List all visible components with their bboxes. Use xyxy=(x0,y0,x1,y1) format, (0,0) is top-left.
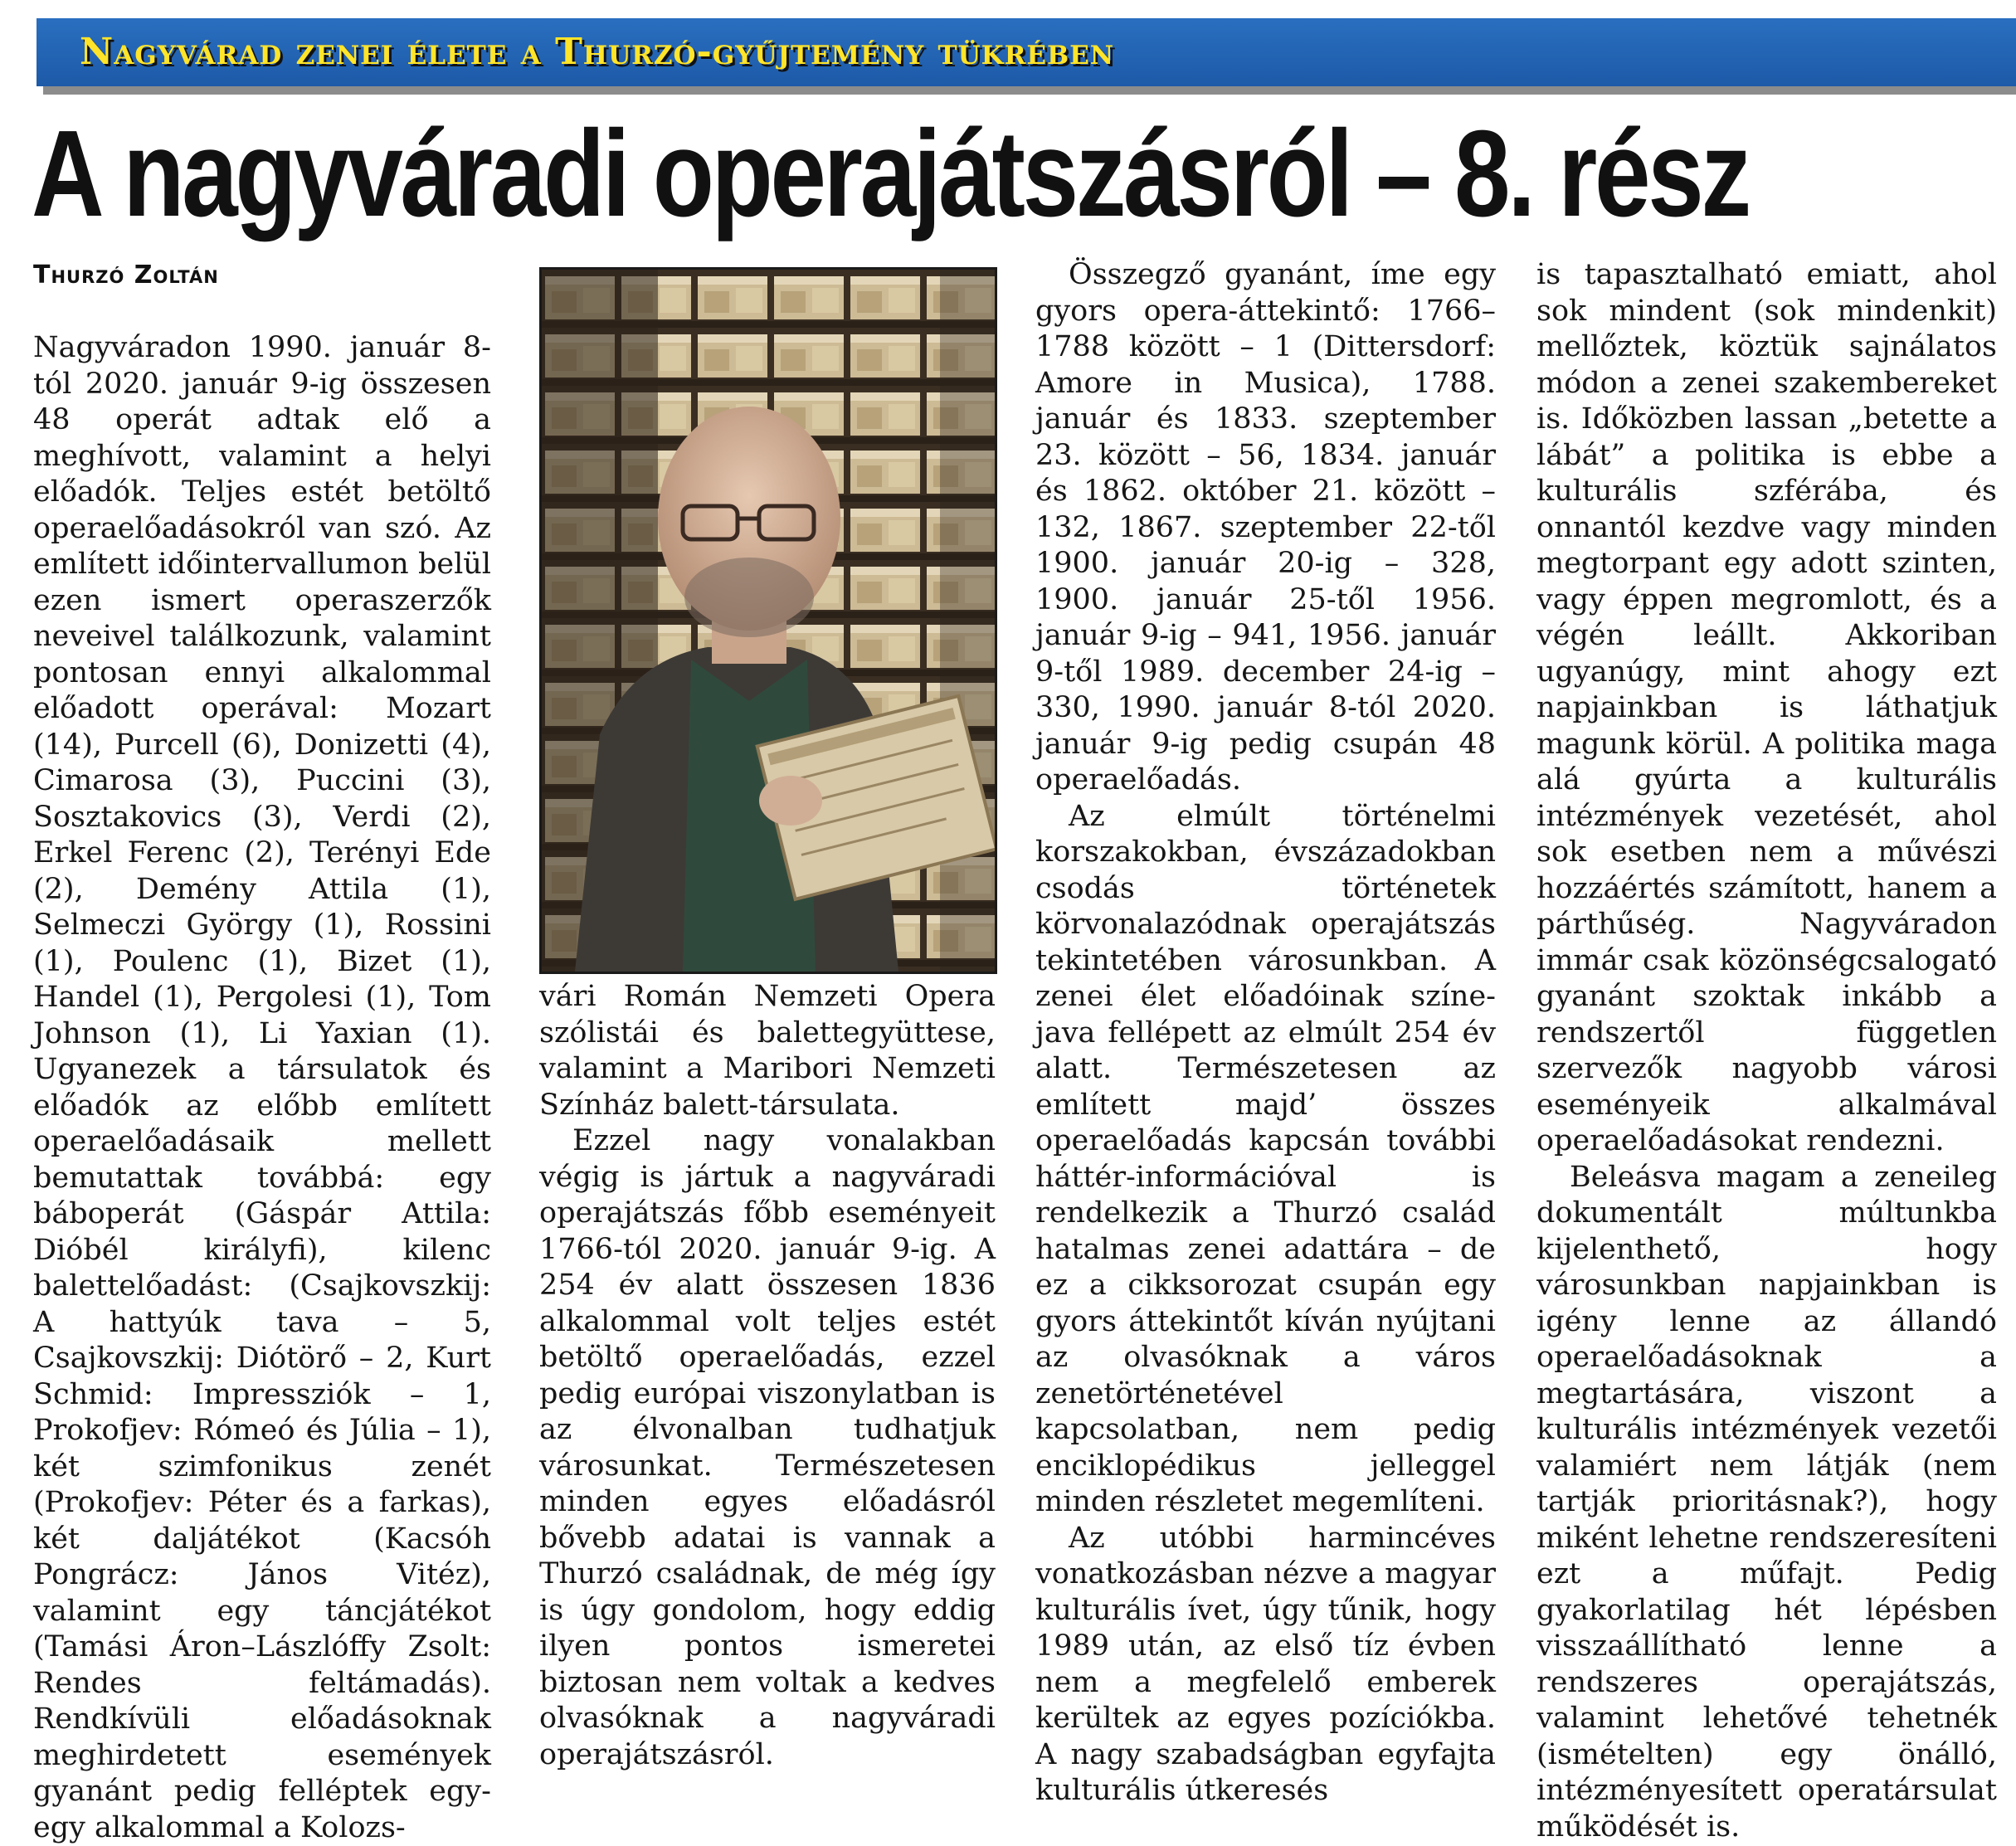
text-column-2 xyxy=(539,979,996,1773)
paragraph: Nagyváradon 1990. január 8-tól 2020. január 9-ig összesen 48 operát adtak elő a meghívott, valamint a helyi előadók. Teljes estét betöltő operaelőadásokról van szó. Az említett időintervallumon belül ezen ismert operaszerzők neveivel találkozunk, valamint pontosan ennyi alkalommal előadott operával: Mozart (14), Purcell (6), Donizetti (4), Cimarosa (3), Puccini (3), Sosztakovics (3), Verdi (2), Erkel Ferenc (2), Terényi Ede (2), Demény Attila (1), Selmeczi György (1), Rossini (1), Poulenc (1), Bizet (1), Handel (1), Pergolesi (1), Tom Johnson (1), Li Yaxian (1). Ugyanezek a társulatok és előadók az előbb említett operaelőadásaik mellett bemutattak továbbá: egy báboperát (Gáspár Attila: Dióbél királyfi), kilenc balettelőadást: (Csajkovszkij: A hattyúk tava – 5, Csajkovszkij: Diótörő – 2, Kurt Schmid: Impressziók – 1, Prokofjev: Rómeó és Júlia – 1), két szimfonikus zenét (Prokofjev: Péter és a farkas), két daljátékot (Kacsóh Pongrácz: János Vitéz), valamint egy táncjátékot (Tamási Áron–Lászlóffy Zsolt: Rendes feltámadás). Rendkívüli előadásoknak meghirdetett események gyanánt pedig felléptek egy-egy alkalommal a Kolozs- xyxy=(33,331,491,1844)
paragraph: Beleásva magam a zeneileg dokumentált múltunkba kijelenthető, hogy városunkban napjainkban is igény lenne az állandó operaelőadásoknak a megtartására, viszont a kulturális intézmények vezetői valamiért nem látják (nem tartják prioritásnak?), hogy miként lehetne rendszeresíteni ezt a műfajt. Pedig gyakorlatilag hét lépésben visszaállítható lenne a rendszeres operajátszás, valamint lehetővé tehetnék (ismételten) egy önálló, intézményesített operatársulat működését is. xyxy=(1536,1160,1997,1844)
author-portrait-photo xyxy=(539,267,997,974)
paragraph: Az elmúlt történelmi korszakokban, évszázadokban csodás történetek körvonalazódnak operajátszás tekintetében városunkban. A zenei élet előadóinak színe-java fellépett az elmúlt 254 év alatt. Természetesen az említett majd’ összes operaelőadás kapcsán további háttér-információval is rendelkezik a Thurzó család hatalmas zenei adattára – de ez a cikksorozat csupán egy gyors áttekintőt kíván nyújtani az olvasóknak a város zenetörténetével kapcsolatban, nem pedig enciklopédikus jelleggel minden részletet megemlíteni. xyxy=(1035,799,1496,1518)
paragraph: is tapasztalható emiatt, ahol sok mindent (sok mindenkit) mellőztek, köztük sajnálatos módon a zenei szakembereket is. Időközben lassan „betette a lábát” a politika is ebbe a kulturális szférába, és onnantól kezdve vagy minden megtorpant egy adott szinten, vagy éppen megromlott, és a végén leállt. Akkoriban ugyanúgy, mint ahogy ezt napjainkban is láthatjuk magunk körül. A politika maga alá gyúrta a kulturális intézmények vezetését, ahol sok esetben nem a művészi hozzáértés számított, hanem a párthűség. Nagyváradon immár csak közönségcsalogató gyanánt szoktak inkább a rendszertől független szervezők nagyobb városi eseményeik alkalmával operaelőadásokat rendezni. xyxy=(1536,258,1997,1157)
text-column-4 xyxy=(1536,257,1997,1845)
text-column-3 xyxy=(1035,257,1496,1809)
text-column-1 xyxy=(33,330,491,1846)
paragraph: vári Román Nemzeti Opera szólistái és balettegyüttese, valamint a Maribori Nemzeti Színház balett-társulata. xyxy=(539,980,996,1122)
paragraph: Összegző gyanánt, íme egy gyors opera-áttekintő: 1766–1788 között – 1 (Dittersdorf: Amore in Musica), 1788. január és 1833. szeptember 23. között – 56, 1834. január és 1862. október 21. között – 132, 1867. szeptember 22-től 1900. január 20-ig – 328, 1900. január 25-től 1956. január 9-ig – 941, 1956. január 9-től 1989. december 24-ig – 330, 1990. január 8-tól 2020. január 9-ig pedig csupán 48 operaelőadás. xyxy=(1035,258,1496,796)
byline: Thurzó Zoltán xyxy=(33,261,219,290)
headline: A nagyváradi operajátszásról – 8. rész xyxy=(32,105,1749,242)
series-kicker: Nagyvárad zenei élete a Thurzó-gyűjtemény tükrében xyxy=(80,31,1115,73)
portrait-photo-icon xyxy=(542,270,995,972)
paragraph: Ezzel nagy vonalakban végig is jártuk a nagyváradi operajátszás főbb eseményeit 1766-tól 2020. január 9-ig. A 254 év alatt összesen 1836 alkalommal volt teljes estét betöltő operaelőadás, ezzel pedig európai viszonylatban is az élvonalban tudhatjuk városunkat. Természetesen minden egyes előadásról bővebb adatai is vannak a Thurzó családnak, de még így is úgy gondolom, hogy eddig ilyen pontos ismeretei biztosan nem voltak a kedves olvasóknak a nagyváradi operajátszásról. xyxy=(539,1124,996,1771)
paragraph: Az utóbbi harmincéves vonatkozásban nézve a magyar kulturális ívet, úgy tűnik, hogy 1989 után, az első tíz évben nem a megfelelő emberek kerültek az egyes pozíciókba. A nagy szabadságban egyfajta kulturális útkeresés xyxy=(1035,1521,1496,1807)
